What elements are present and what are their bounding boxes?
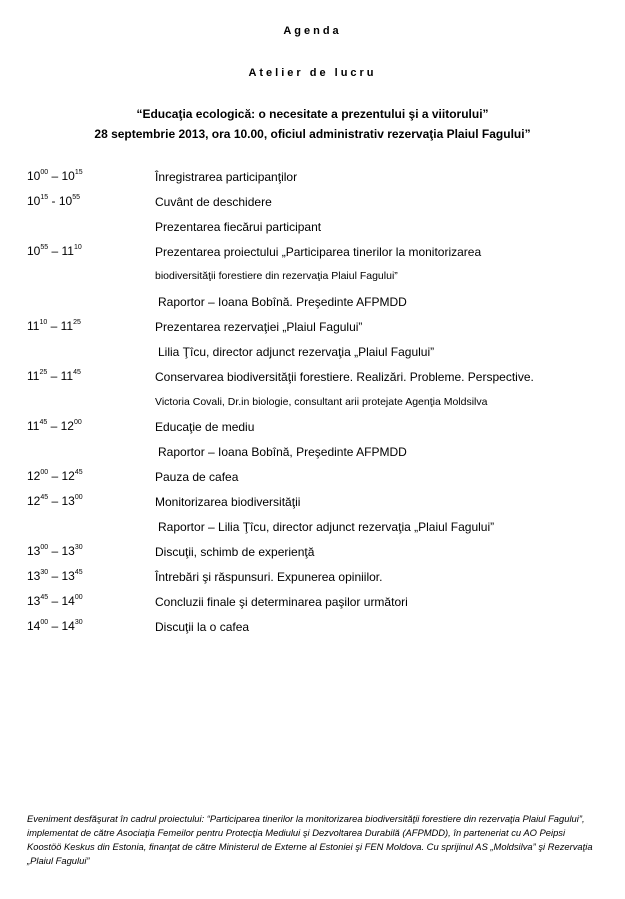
footer-note: Eveniment desfăşurat în cadrul proiectului: “Participarea tinerilor la monitorizarea biodiversităţii forestiere din rezervaţia Plaiul Fagului”, implementat de către Asociaţia Femeilor pentru Protecţia Mediului şi Dezvoltarea Durabilă (AFPMDD), în parteneriat cu AO Peipsi Koostöö Keskus din Estonia, finanţat de către Ministerul de Externe al Estoniei şi FEN Moldova. Cu sprijinul AS „Moldsilva” şi Rezervaţia „Plaiul Fagului” [27, 813, 593, 866]
agenda-item: Prezentarea fiecărui participant [155, 220, 322, 234]
time-slot: $13^{45} - 14^{00}$ [27, 594, 83, 608]
agenda-speaker: Lilia Ţîcu, director adjunct rezervaţia „Plaiul Fagului” [158, 345, 435, 359]
agenda-item: Concluzii finale şi determinarea paşilor următori [155, 595, 408, 609]
agenda-speaker: Raportor – Ioana Bobînă, Preşedinte AFPMDD [158, 445, 407, 459]
agenda-item: Prezentarea rezervaţiei „Plaiul Fagului” [155, 320, 363, 334]
time-slot: $11^{10} - 11^{25}$ [27, 319, 81, 333]
agenda-speaker: Victoria Covali, Dr.in biologie, consultant arii protejate Agenţia Moldsilva [155, 396, 488, 408]
time-slot: $13^{00} - 13^{30}$ [27, 544, 83, 558]
agenda-speaker: Raportor – Ioana Bobînă. Preşedinte AFPMDD [158, 295, 407, 309]
agenda-item: biodiversităţii forestiere din rezervaţia Plaiul Fagului” [155, 270, 398, 282]
time-slot: $11^{25} - 11^{45}$ [27, 369, 81, 383]
agenda-item: Monitorizarea biodiversităţii [155, 495, 301, 509]
event-details: 28 septembrie 2013, ora 10.00, oficiul administrativ rezervaţia Plaiul Fagului” [94, 127, 531, 141]
page-subtitle: Atelier de lucru [248, 67, 377, 79]
time-slot: $10^{00} - 10^{15}$ [27, 169, 83, 183]
time-slot: $14^{00} - 14^{30}$ [27, 619, 83, 633]
time-slot: $12^{00} - 12^{45}$ [27, 469, 83, 483]
time-slot: $12^{45} - 13^{00}$ [27, 494, 83, 508]
time-slot: $10^{55} - 11^{10}$ [27, 244, 82, 258]
time-slot: $10^{15} - 10^{55}$ [27, 194, 80, 208]
time-slot: $13^{30} - 13^{45}$ [27, 569, 83, 583]
agenda-item: Înregistrarea participanţilor [155, 170, 298, 184]
agenda-item: Educaţie de mediu [155, 420, 255, 434]
agenda-item: Prezentarea proiectului „Participarea tinerilor la monitorizarea [155, 245, 482, 259]
agenda-item: Pauza de cafea [155, 470, 239, 484]
page-title: Agenda [283, 25, 342, 37]
event-theme: “Educaţia ecologică: o necesitate a prezentului şi a viitorului” [136, 107, 489, 121]
time-slot: $11^{45} - 12^{00}$ [27, 419, 82, 433]
agenda-item: Cuvânt de deschidere [155, 195, 272, 209]
agenda-speaker: Raportor – Lilia Ţîcu, director adjunct rezervaţia „Plaiul Fagului” [158, 520, 495, 534]
agenda-item: Întrebări şi răspunsuri. Expunerea opiniilor. [155, 570, 383, 584]
agenda-item: Conservarea biodiversităţii forestiere. Realizări. Probleme. Perspective. [155, 370, 534, 384]
agenda-item: Discuţii la o cafea [155, 620, 250, 634]
agenda-item: Discuţii, schimb de experienţă [155, 545, 315, 559]
